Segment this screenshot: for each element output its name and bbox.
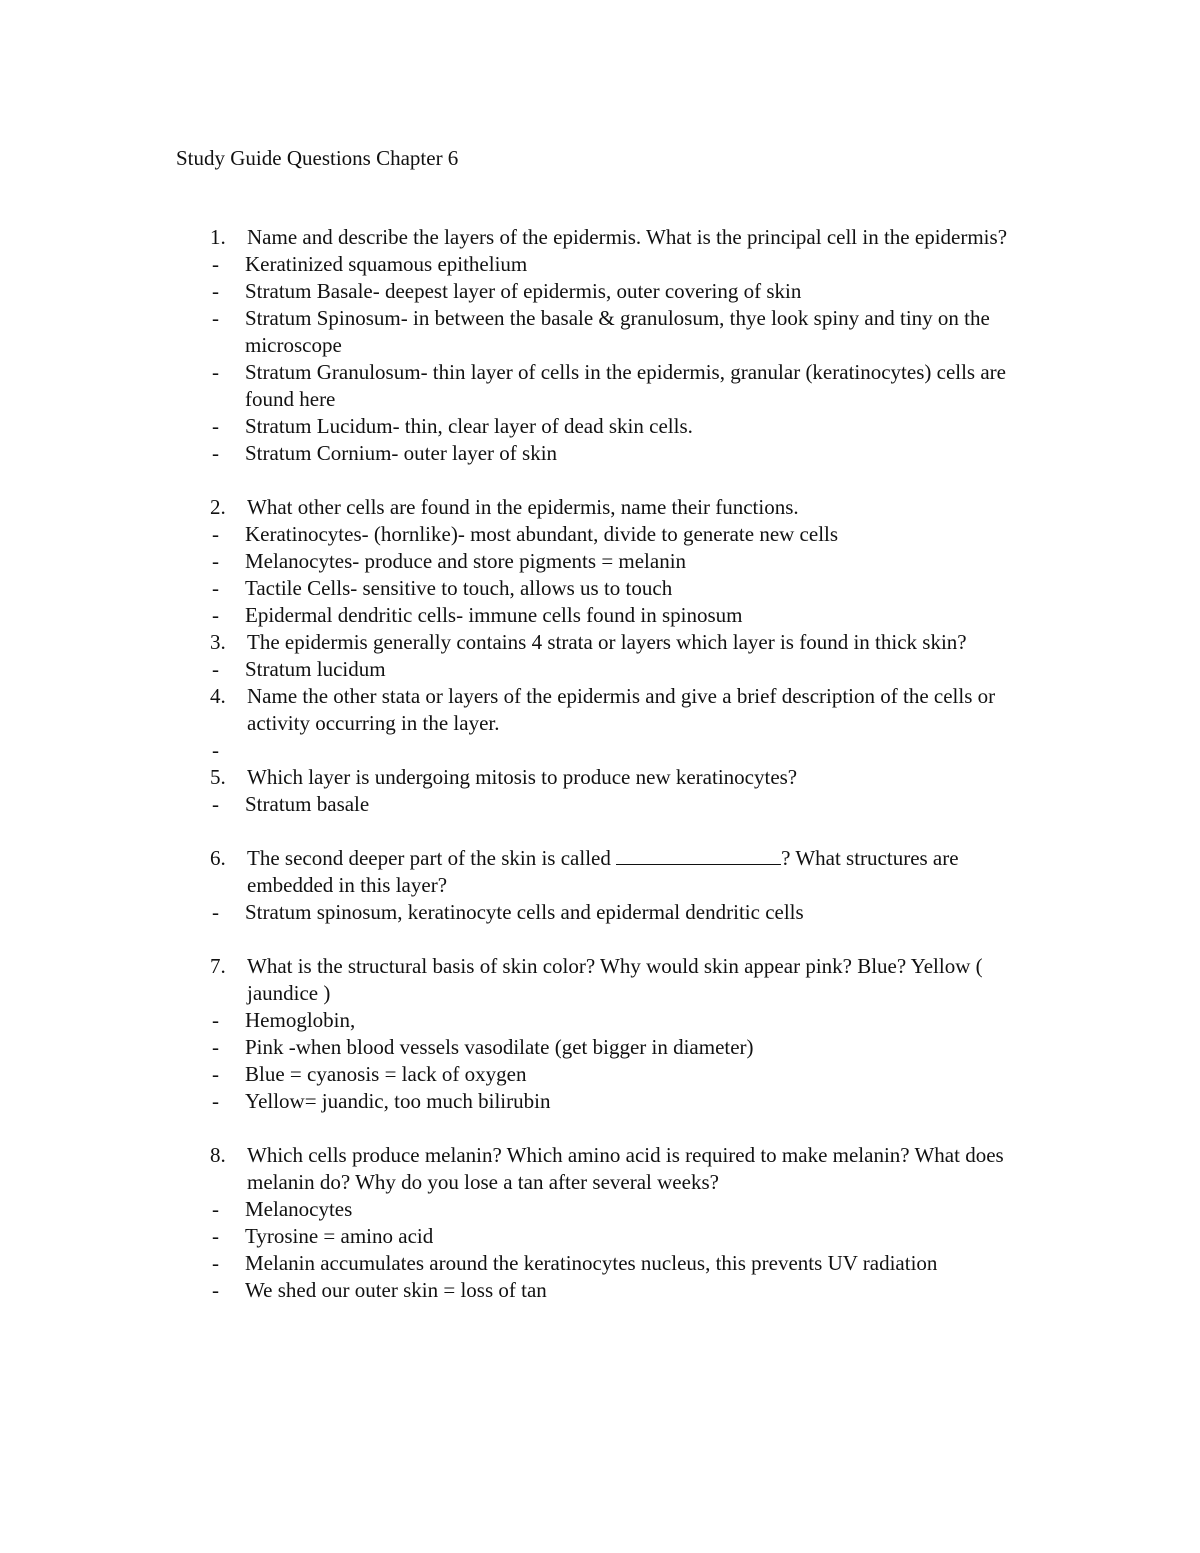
dash-bullet: - [212, 1224, 219, 1248]
question-8 [210, 1142, 1050, 1196]
dash-bullet: - [212, 900, 219, 924]
question-6 [210, 845, 1050, 899]
answer-text: Epidermal dendritic cells- immune cells found in spinosum [245, 603, 743, 627]
dash-bullet: - [212, 738, 219, 762]
answer-text: Pink -when blood vessels vasodilate (get bigger in diameter) [245, 1035, 754, 1059]
dash-bullet: - [212, 576, 219, 600]
answer-item [210, 1223, 1050, 1250]
answer-item [210, 305, 1050, 359]
document-title: Study Guide Questions Chapter 6 [176, 146, 459, 170]
answer-text: Keratinized squamous epithelium [245, 252, 528, 276]
answer-item [210, 791, 1050, 818]
answer-text: Blue = cyanosis = lack of oxygen [245, 1062, 527, 1086]
question-text: What is the structural basis of skin color? Why would skin appear pink? Blue? Yellow ( jaundice ) [247, 954, 983, 1005]
dash-bullet: - [212, 1278, 219, 1302]
dash-bullet: - [212, 603, 219, 627]
dash-bullet: - [212, 279, 219, 303]
fill-in-blank [616, 845, 781, 865]
answer-item [210, 1250, 1050, 1277]
answer-item [210, 1088, 1050, 1115]
answer-item [210, 602, 1050, 629]
answer-item [210, 1007, 1050, 1034]
question-number: 4. [210, 684, 226, 708]
dash-bullet: - [212, 441, 219, 465]
answer-item [210, 278, 1050, 305]
dash-bullet: - [212, 1062, 219, 1086]
dash-bullet: - [212, 1251, 219, 1275]
answer-text: Hemoglobin, [245, 1008, 356, 1032]
answer-text: Melanocytes- produce and store pigments = melanin [245, 549, 687, 573]
answer-text: Stratum Granulosum- thin layer of cells in the epidermis, granular (keratinocytes) cells are found here [245, 360, 1006, 411]
dash-bullet: - [212, 522, 219, 546]
question-text: Which layer is undergoing mitosis to produce new keratinocytes? [247, 765, 798, 789]
answer-item [210, 251, 1050, 278]
dash-bullet: - [212, 549, 219, 573]
dash-bullet: - [212, 252, 219, 276]
question-list [210, 224, 1050, 1304]
answer-text: Stratum spinosum, keratinocyte cells and epidermal dendritic cells [245, 900, 804, 924]
question-number: 7. [210, 954, 226, 978]
answer-item [210, 1061, 1050, 1088]
answer-text: Stratum Lucidum- thin, clear layer of dead skin cells. [245, 414, 693, 438]
question-number: 6. [210, 846, 226, 870]
question-number: 1. [210, 225, 226, 249]
answer-text: Tyrosine = amino acid [245, 1224, 434, 1248]
answer-item [210, 1277, 1050, 1304]
question-text-after-blank: ? What structures are embedded in this layer? [247, 846, 959, 897]
question-3 [210, 629, 1050, 656]
question-text: Which cells produce melanin? Which amino acid is required to make melanin? What does melanin do? Why do you lose a tan after several weeks? [247, 1143, 1004, 1194]
answer-text: Stratum Cornium- outer layer of skin [245, 441, 558, 465]
answer-text: Stratum Spinosum- in between the basale & granulosum, thye look spiny and tiny on the microscope [245, 306, 990, 357]
question-1 [210, 224, 1050, 251]
answer-text: Stratum Basale- deepest layer of epidermis, outer covering of skin [245, 279, 802, 303]
answer-item [210, 656, 1050, 683]
dash-bullet: - [212, 657, 219, 681]
answer-item [210, 521, 1050, 548]
question-text: The epidermis generally contains 4 strata or layers which layer is found in thick skin? [247, 630, 967, 654]
answer-item [210, 1034, 1050, 1061]
answer-item [210, 737, 1050, 764]
answer-item [210, 413, 1050, 440]
question-number: 2. [210, 495, 226, 519]
answer-text: Melanin accumulates around the keratinocytes nucleus, this prevents UV radiation [245, 1251, 938, 1275]
dash-bullet: - [212, 1197, 219, 1221]
answer-item [210, 440, 1050, 467]
dash-bullet: - [212, 360, 219, 384]
answer-item [210, 548, 1050, 575]
question-text [247, 845, 1050, 899]
question-number: 5. [210, 765, 226, 789]
dash-bullet: - [212, 414, 219, 438]
question-4 [210, 683, 1050, 737]
answer-item [210, 575, 1050, 602]
question-7 [210, 953, 1050, 1007]
question-text: Name and describe the layers of the epidermis. What is the principal cell in the epidermis? [247, 225, 1008, 249]
question-number: 8. [210, 1143, 226, 1167]
question-text: Name the other stata or layers of the epidermis and give a brief description of the cells or activity occurring in the layer. [247, 684, 996, 735]
answer-text: Stratum basale [245, 792, 370, 816]
dash-bullet: - [212, 792, 219, 816]
dash-bullet: - [212, 1008, 219, 1032]
answer-item [210, 899, 1050, 926]
question-2 [210, 494, 1050, 521]
answer-text: Tactile Cells- sensitive to touch, allows us to touch [245, 576, 673, 600]
dash-bullet: - [212, 306, 219, 330]
answer-text: We shed our outer skin = loss of tan [245, 1278, 547, 1302]
question-5 [210, 764, 1050, 791]
question-number: 3. [210, 630, 226, 654]
dash-bullet: - [212, 1035, 219, 1059]
answer-text: Stratum lucidum [245, 657, 386, 681]
question-text-before-blank: The second deeper part of the skin is called [247, 846, 617, 870]
answer-text: Keratinocytes- (hornlike)- most abundant, divide to generate new cells [245, 522, 839, 546]
answer-item [210, 1196, 1050, 1223]
dash-bullet: - [212, 1089, 219, 1113]
answer-text: Yellow= juandic, too much bilirubin [245, 1089, 551, 1113]
question-text: What other cells are found in the epidermis, name their functions. [247, 495, 799, 519]
answer-item [210, 359, 1050, 413]
answer-text: Melanocytes [245, 1197, 353, 1221]
